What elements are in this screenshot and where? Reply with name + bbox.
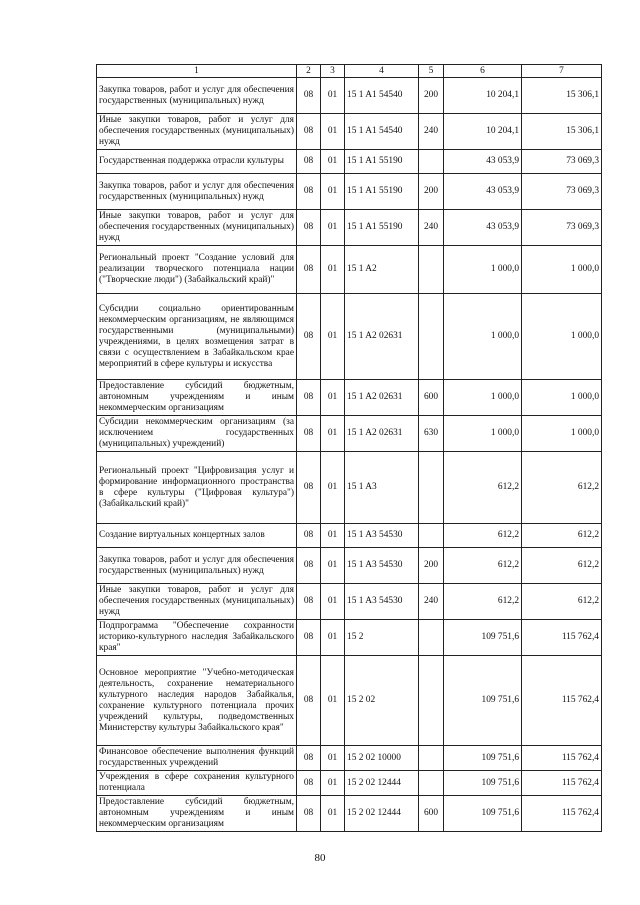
cell-target-article: 15 2 02 12444 <box>345 771 419 796</box>
cell-section: 08 <box>297 584 321 620</box>
cell-section: 08 <box>297 210 321 246</box>
cell-amount-year1: 612,2 <box>444 452 522 524</box>
table-row <box>97 584 602 620</box>
table-row <box>97 416 602 452</box>
cell-name: Иные закупки товаров, работ и услуг для обеспечения государственных (муниципальных) нужд <box>97 584 297 620</box>
header-col-3: 3 <box>321 65 345 78</box>
cell-subsection: 01 <box>321 174 345 210</box>
cell-section: 08 <box>297 746 321 771</box>
cell-amount-year1: 109 751,6 <box>444 796 522 832</box>
cell-section: 08 <box>297 656 321 746</box>
cell-section: 08 <box>297 78 321 114</box>
cell-amount-year1: 43 053,9 <box>444 210 522 246</box>
cell-subsection: 01 <box>321 548 345 584</box>
cell-amount-year2: 73 069,3 <box>522 150 602 174</box>
cell-target-article: 15 1 A3 54530 <box>345 548 419 584</box>
table-row <box>97 548 602 584</box>
table-row <box>97 174 602 210</box>
cell-amount-year2: 612,2 <box>522 452 602 524</box>
cell-expense-type: 200 <box>419 174 444 210</box>
cell-subsection: 01 <box>321 656 345 746</box>
cell-name: Финансовое обеспечение выполнения функций государственных учреждений <box>97 746 297 771</box>
cell-amount-year2: 15 306,1 <box>522 78 602 114</box>
cell-amount-year1: 43 053,9 <box>444 174 522 210</box>
cell-subsection: 01 <box>321 796 345 832</box>
cell-subsection: 01 <box>321 380 345 416</box>
cell-amount-year1: 109 751,6 <box>444 620 522 656</box>
cell-target-article: 15 1 A3 54530 <box>345 524 419 548</box>
table-row <box>97 452 602 524</box>
cell-amount-year1: 43 053,9 <box>444 150 522 174</box>
cell-subsection: 01 <box>321 210 345 246</box>
cell-amount-year1: 1 000,0 <box>444 416 522 452</box>
header-col-1: 1 <box>97 65 297 78</box>
table-row <box>97 294 602 380</box>
cell-name: Закупка товаров, работ и услуг для обеспечения государственных (муниципальных) нужд <box>97 548 297 584</box>
cell-section: 08 <box>297 114 321 150</box>
cell-target-article: 15 1 A3 <box>345 452 419 524</box>
cell-name: Региональный проект "Создание условий для реализации творческого потенциала нации ("Творческие люди") (Забайкальский край)" <box>97 246 297 294</box>
cell-section: 08 <box>297 452 321 524</box>
cell-subsection: 01 <box>321 584 345 620</box>
cell-expense-type: 240 <box>419 210 444 246</box>
cell-subsection: 01 <box>321 246 345 294</box>
cell-target-article: 15 1 A2 02631 <box>345 294 419 380</box>
cell-subsection: 01 <box>321 294 345 380</box>
cell-amount-year1: 10 204,1 <box>444 114 522 150</box>
cell-amount-year2: 1 000,0 <box>522 380 602 416</box>
cell-amount-year1: 1 000,0 <box>444 294 522 380</box>
table-row <box>97 380 602 416</box>
cell-amount-year1: 109 751,6 <box>444 771 522 796</box>
table-body <box>97 78 602 832</box>
cell-expense-type: 200 <box>419 78 444 114</box>
cell-name: Учреждения в сфере сохранения культурного потенциала <box>97 771 297 796</box>
cell-name: Создание виртуальных концертных залов <box>97 524 297 548</box>
cell-expense-type <box>419 246 444 294</box>
cell-section: 08 <box>297 246 321 294</box>
cell-expense-type <box>419 150 444 174</box>
cell-section: 08 <box>297 620 321 656</box>
cell-expense-type: 600 <box>419 796 444 832</box>
cell-name: Предоставление субсидий бюджетным, автономным учреждениям и иным некоммерческим организациям <box>97 796 297 832</box>
cell-name: Закупка товаров, работ и услуг для обеспечения государственных (муниципальных) нужд <box>97 78 297 114</box>
table-row <box>97 150 602 174</box>
cell-section: 08 <box>297 771 321 796</box>
table-row <box>97 524 602 548</box>
cell-amount-year2: 612,2 <box>522 548 602 584</box>
cell-amount-year1: 109 751,6 <box>444 656 522 746</box>
cell-subsection: 01 <box>321 524 345 548</box>
table-header-row <box>97 65 602 78</box>
page-number: 80 <box>314 852 326 864</box>
cell-amount-year1: 1 000,0 <box>444 380 522 416</box>
cell-section: 08 <box>297 294 321 380</box>
cell-section: 08 <box>297 174 321 210</box>
table-row <box>97 796 602 832</box>
table-row <box>97 771 602 796</box>
cell-target-article: 15 1 A1 54540 <box>345 78 419 114</box>
table-row <box>97 746 602 771</box>
cell-target-article: 15 1 A1 55190 <box>345 174 419 210</box>
cell-name: Подпрограмма "Обеспечение сохранности историко-культурного наследия Забайкальского края" <box>97 620 297 656</box>
cell-target-article: 15 1 A2 <box>345 246 419 294</box>
cell-expense-type: 240 <box>419 114 444 150</box>
cell-name: Иные закупки товаров, работ и услуг для обеспечения государственных (муниципальных) нужд <box>97 210 297 246</box>
cell-subsection: 01 <box>321 78 345 114</box>
header-col-5: 5 <box>419 65 444 78</box>
cell-expense-type: 630 <box>419 416 444 452</box>
cell-target-article: 15 2 <box>345 620 419 656</box>
cell-expense-type <box>419 656 444 746</box>
table-row <box>97 78 602 114</box>
cell-amount-year2: 1 000,0 <box>522 416 602 452</box>
cell-section: 08 <box>297 150 321 174</box>
cell-amount-year2: 612,2 <box>522 584 602 620</box>
cell-subsection: 01 <box>321 114 345 150</box>
cell-expense-type <box>419 746 444 771</box>
cell-target-article: 15 2 02 10000 <box>345 746 419 771</box>
cell-target-article: 15 1 A2 02631 <box>345 380 419 416</box>
cell-amount-year2: 115 762,4 <box>522 620 602 656</box>
table-row <box>97 210 602 246</box>
cell-amount-year1: 612,2 <box>444 524 522 548</box>
cell-section: 08 <box>297 548 321 584</box>
cell-amount-year2: 612,2 <box>522 524 602 548</box>
table-row <box>97 114 602 150</box>
cell-amount-year2: 73 069,3 <box>522 210 602 246</box>
cell-section: 08 <box>297 416 321 452</box>
cell-amount-year1: 612,2 <box>444 584 522 620</box>
cell-name: Предоставление субсидий бюджетным, автономным учреждениям и иным некоммерческим организациям <box>97 380 297 416</box>
cell-expense-type <box>419 452 444 524</box>
cell-section: 08 <box>297 380 321 416</box>
table-row <box>97 656 602 746</box>
cell-amount-year2: 1 000,0 <box>522 294 602 380</box>
header-col-4: 4 <box>345 65 419 78</box>
cell-subsection: 01 <box>321 416 345 452</box>
cell-target-article: 15 2 02 12444 <box>345 796 419 832</box>
header-col-2: 2 <box>297 65 321 78</box>
cell-target-article: 15 1 A1 55190 <box>345 150 419 174</box>
cell-expense-type: 600 <box>419 380 444 416</box>
cell-amount-year1: 10 204,1 <box>444 78 522 114</box>
cell-subsection: 01 <box>321 771 345 796</box>
cell-amount-year2: 115 762,4 <box>522 771 602 796</box>
cell-amount-year2: 115 762,4 <box>522 796 602 832</box>
cell-name: Субсидии некоммерческим организациям (за исключением государственных (муниципальных) учреждений) <box>97 416 297 452</box>
cell-expense-type <box>419 294 444 380</box>
cell-amount-year1: 612,2 <box>444 548 522 584</box>
cell-section: 08 <box>297 524 321 548</box>
cell-subsection: 01 <box>321 620 345 656</box>
cell-section: 08 <box>297 796 321 832</box>
cell-name: Иные закупки товаров, работ и услуг для обеспечения государственных (муниципальных) нужд <box>97 114 297 150</box>
cell-target-article: 15 2 02 <box>345 656 419 746</box>
cell-expense-type <box>419 524 444 548</box>
cell-target-article: 15 1 A1 55190 <box>345 210 419 246</box>
cell-amount-year2: 73 069,3 <box>522 174 602 210</box>
cell-subsection: 01 <box>321 452 345 524</box>
cell-subsection: 01 <box>321 746 345 771</box>
table-row <box>97 620 602 656</box>
cell-name: Основное мероприятие "Учебно-методическая деятельность, сохранение нематериального культурного наследия народов Забайкалья, сохранение культурного потенциала прочих учреждений культуры, подведомственных Министерству культуры Забайкальского края" <box>97 656 297 746</box>
cell-target-article: 15 1 A1 54540 <box>345 114 419 150</box>
cell-amount-year1: 1 000,0 <box>444 246 522 294</box>
cell-amount-year2: 1 000,0 <box>522 246 602 294</box>
header-col-6: 6 <box>444 65 522 78</box>
cell-amount-year2: 115 762,4 <box>522 656 602 746</box>
cell-name: Государственная поддержка отрасли культуры <box>97 150 297 174</box>
cell-target-article: 15 1 A3 54530 <box>345 584 419 620</box>
header-col-7: 7 <box>522 65 602 78</box>
cell-amount-year1: 109 751,6 <box>444 746 522 771</box>
cell-amount-year2: 15 306,1 <box>522 114 602 150</box>
cell-name: Региональный проект "Цифровизация услуг и формирование информационного пространства в сфере культуры ("Цифровая культура") (Забайкальский край)" <box>97 452 297 524</box>
cell-amount-year2: 115 762,4 <box>522 746 602 771</box>
budget-table <box>96 64 602 832</box>
cell-expense-type: 200 <box>419 548 444 584</box>
cell-target-article: 15 1 A2 02631 <box>345 416 419 452</box>
cell-expense-type <box>419 771 444 796</box>
cell-name: Закупка товаров, работ и услуг для обеспечения государственных (муниципальных) нужд <box>97 174 297 210</box>
cell-subsection: 01 <box>321 150 345 174</box>
table-row <box>97 246 602 294</box>
cell-expense-type <box>419 620 444 656</box>
cell-expense-type: 240 <box>419 584 444 620</box>
cell-name: Субсидии социально ориентированным некоммерческим организациям, не являющимся государственными (муниципальными) учреждениями, в целях возмещения затрат в связи с осуществлением в Забайкальском крае мероприятий в сфере культуры и искусства <box>97 294 297 380</box>
